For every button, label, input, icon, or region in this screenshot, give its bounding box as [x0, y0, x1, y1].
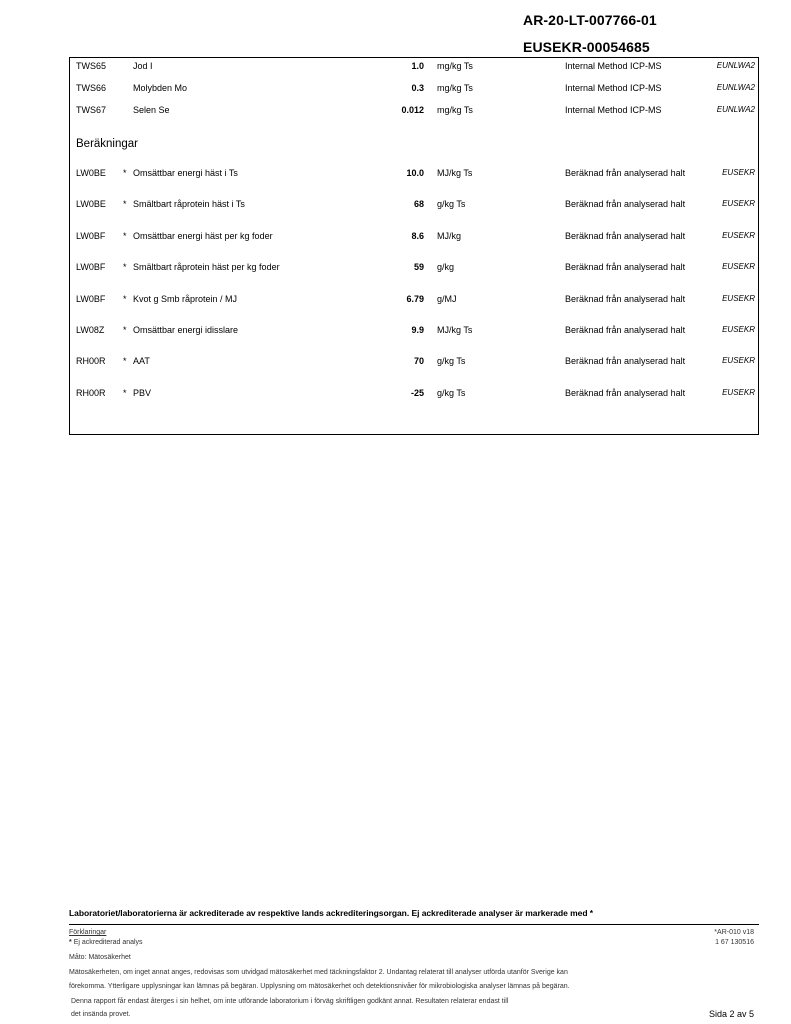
cell-unit: g/kg [437, 262, 455, 272]
cell-value: 1.0 [411, 61, 424, 71]
cell-code: LW0BF [76, 231, 106, 241]
cell-accreditation-mark: * [123, 294, 127, 304]
results-table [69, 57, 759, 435]
cell-value: 68 [413, 199, 424, 209]
cell-code: LW08Z [76, 325, 105, 335]
legend-title: Förklaringar [69, 929, 107, 936]
cell-lab: EUSEKR [722, 325, 755, 334]
cell-analysis-name: Omsättbar energi idisslare [133, 325, 239, 335]
cell-unit: MJ/kg Ts [437, 325, 473, 335]
cell-method: Beräknad från analyserad halt [565, 294, 686, 304]
cell-code: TWS65 [76, 61, 107, 71]
cell-value: 10.0 [406, 168, 424, 178]
cell-unit: mg/kg Ts [437, 83, 473, 93]
report-number: AR-20-LT-007766-01 [523, 12, 657, 28]
accreditation-note: Laboratoriet/laboratorierna är ackrediterade av respektive lands ackrediteringsorgan. Ej ackrediterade analyser är markerade med * [69, 908, 594, 918]
cell-code: LW0BF [76, 262, 106, 272]
cell-unit: mg/kg Ts [437, 61, 473, 71]
cell-lab: EUNLWA2 [716, 83, 755, 92]
legend-text: Ej ackrediterad analys [73, 939, 143, 946]
cell-unit: MJ/kg Ts [437, 168, 473, 178]
cell-accreditation-mark: * [123, 199, 127, 209]
cell-lab: EUSEKR [722, 356, 755, 365]
cell-analysis-name: Smältbart råprotein häst per kg foder [133, 262, 280, 272]
cell-lab: EUSEKR [722, 168, 755, 177]
cell-analysis-name: Molybden Mo [133, 83, 188, 93]
cell-value: 0.3 [411, 83, 424, 93]
cell-accreditation-mark: * [123, 388, 127, 398]
cell-method: Internal Method ICP-MS [565, 61, 662, 71]
cell-code: LW0BE [76, 199, 106, 209]
cell-method: Beräknad från analyserad halt [565, 356, 686, 366]
cell-value: 70 [413, 356, 424, 366]
cell-analysis-name: Omsättbar energi häst i Ts [133, 168, 238, 178]
cell-code: RH00R [76, 356, 106, 366]
uncertainty-note-1: Mätosäkerheten, om inget annat anges, redovisas som utvidgad mätosäkerhet med täckningsfaktor 2. Undantag relaterat till analyser utförda utanför Sverige kan [69, 969, 568, 976]
reproduction-note-1: Denna rapport får endast återges i sin helhet, om inte utförande laboratorium i förväg skriftligen godkänt annat. Resultaten relaterar endast till [71, 998, 509, 1005]
cell-accreditation-mark: * [123, 168, 127, 178]
order-number: EUSEKR-00054685 [523, 39, 650, 55]
cell-code: RH00R [76, 388, 106, 398]
footer-divider [69, 924, 759, 925]
cell-accreditation-mark: * [123, 231, 127, 241]
cell-code: TWS67 [76, 105, 107, 115]
cell-unit: g/kg Ts [437, 388, 466, 398]
cell-lab: EUSEKR [722, 199, 755, 208]
mato-note: Måto: Mätosäkerhet [69, 954, 131, 961]
cell-lab: EUSEKR [722, 294, 755, 303]
cell-code: LW0BE [76, 168, 106, 178]
cell-accreditation-mark: * [123, 325, 127, 335]
section-title: Beräkningar [76, 138, 139, 150]
cell-lab: EUNLWA2 [716, 61, 755, 70]
ref-code: 1 67 130516 [715, 939, 754, 946]
reproduction-note-2: det insända provet. [71, 1011, 131, 1018]
cell-method: Internal Method ICP-MS [565, 83, 662, 93]
cell-accreditation-mark: * [123, 356, 127, 366]
legend-item [69, 939, 143, 946]
cell-value: 0.012 [401, 105, 424, 115]
cell-lab: EUSEKR [722, 388, 755, 397]
cell-analysis-name: Jod I [133, 61, 153, 71]
cell-analysis-name: PBV [133, 388, 152, 398]
page-number: Sida 2 av 5 [708, 1009, 754, 1019]
cell-analysis-name: Kvot g Smb råprotein / MJ [133, 294, 238, 304]
cell-value: -25 [410, 388, 424, 398]
cell-lab: EUNLWA2 [716, 105, 755, 114]
cell-analysis-name: Omsättbar energi häst per kg foder [133, 231, 273, 241]
uncertainty-note-2: förekomma. Ytterligare upplysningar kan lämnas på begäran. Upplysning om mätosäkerhet och detektionsnivåer för mikrobiologiska analyser lämnas på begäran. [69, 983, 570, 990]
cell-method: Beräknad från analyserad halt [565, 168, 686, 178]
form-code: *AR-010 v18 [714, 929, 754, 936]
cell-lab: EUSEKR [722, 231, 755, 240]
cell-unit: MJ/kg [437, 231, 462, 241]
cell-lab: EUSEKR [722, 262, 755, 271]
cell-value: 8.6 [411, 231, 424, 241]
cell-code: LW0BF [76, 294, 106, 304]
cell-unit: g/kg Ts [437, 199, 466, 209]
legend-bullet: * [69, 939, 72, 946]
cell-method: Beräknad från analyserad halt [565, 325, 686, 335]
cell-analysis-name: Selen Se [133, 105, 170, 115]
cell-analysis-name: Smältbart råprotein häst i Ts [133, 199, 245, 209]
cell-unit: g/kg Ts [437, 356, 466, 366]
cell-value: 59 [413, 262, 424, 272]
cell-unit: mg/kg Ts [437, 105, 473, 115]
cell-value: 6.79 [406, 294, 424, 304]
cell-method: Beräknad från analyserad halt [565, 231, 686, 241]
cell-analysis-name: AAT [133, 356, 150, 366]
cell-unit: g/MJ [437, 294, 457, 304]
cell-accreditation-mark: * [123, 262, 127, 272]
cell-code: TWS66 [76, 83, 107, 93]
cell-method: Beräknad från analyserad halt [565, 262, 686, 272]
cell-method: Beräknad från analyserad halt [565, 388, 686, 398]
cell-method: Internal Method ICP-MS [565, 105, 662, 115]
cell-value: 9.9 [411, 325, 424, 335]
cell-method: Beräknad från analyserad halt [565, 199, 686, 209]
